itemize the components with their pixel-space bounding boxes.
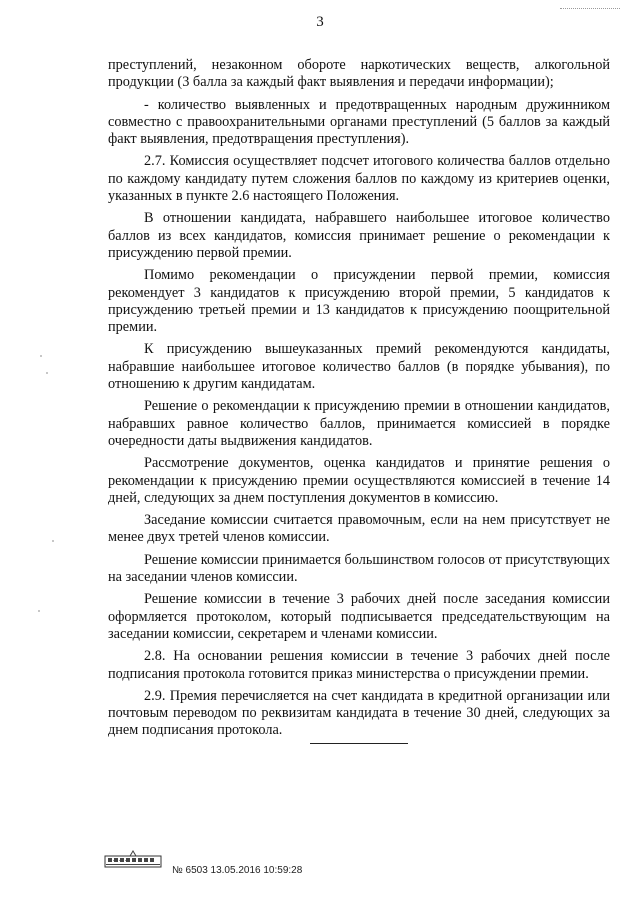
paragraph: Решение о рекомендации к присуждению премии в отношении кандидатов, набравших равное количество баллов, принимается комиссией в порядке очередности даты выдвижения кандидатов. — [108, 398, 610, 449]
paragraph: Рассмотрение документов, оценка кандидатов и принятие решения о рекомендации к присуждению премии осуществляются комиссией в течение 14 дней, следующих за днем поступления документов в комиссию. — [108, 455, 610, 506]
building-stamp-icon — [104, 850, 162, 868]
paragraph: 2.9. Премия перечисляется на счет кандидата в кредитной организации или почтовым переводом по реквизитам кандидата в течение 30 дней, следующих за днем подписания протокола. — [108, 687, 610, 739]
paragraph: Помимо рекомендации о присуждении первой премии, комиссия рекомендует 3 кандидатов к присуждению второй премии, 5 кандидатов к присуждению третьей премии и 13 кандидатов к присуждению поощрительной премии. — [108, 267, 610, 336]
page-number: 3 — [316, 14, 324, 30]
scan-speck — [46, 372, 48, 374]
paragraph: преступлений, незаконном обороте наркотических веществ, алкогольной продукции (3 балла за каждый факт выявления и передачи информации); — [108, 57, 610, 91]
document-body — [108, 57, 610, 745]
document-registration-stamp: № 6503 13.05.2016 10:59:28 — [172, 865, 303, 876]
paragraph: Решение комиссии принимается большинством голосов от присутствующих на заседании членов комиссии. — [108, 551, 610, 586]
paragraph: К присуждению вышеуказанных премий рекомендуются кандидаты, набравшие наибольшее итоговое количество баллов (в порядке убывания), по отношению к другим кандидатам. — [108, 341, 610, 393]
paragraph: В отношении кандидата, набравшего наибольшее итоговое количество баллов из всех кандидатов, комиссия принимает решение о рекомендации к присуждению первой премии. — [108, 210, 610, 261]
paragraph: Решение комиссии в течение 3 рабочих дней после заседания комиссии оформляется протоколом, который подписывается председательствующим на заседании комиссии, секретарем и членами комиссии. — [108, 591, 610, 642]
end-of-document-rule — [310, 743, 408, 744]
scan-speck — [40, 355, 42, 357]
scan-speck — [52, 540, 54, 542]
paragraph: Заседание комиссии считается правомочным, если на нем присутствует не менее двух третей членов комиссии. — [108, 512, 610, 546]
paragraph: - количество выявленных и предотвращенных народным дружинником совместно с правоохранительными органами преступлений (5 баллов за каждый факт выявления, предотвращения преступления). — [108, 96, 610, 148]
paragraph: 2.8. На основании решения комиссии в течение 3 рабочих дней после подписания протокола готовится приказ министерства о присуждении премии. — [108, 648, 610, 682]
scan-speck — [38, 610, 40, 612]
paragraph: 2.7. Комиссия осуществляет подсчет итогового количества баллов отдельно по каждому кандидату путем сложения баллов по каждому из критериев оценки, указанных в пункте 2.6 настоящего Положения. — [108, 153, 610, 205]
